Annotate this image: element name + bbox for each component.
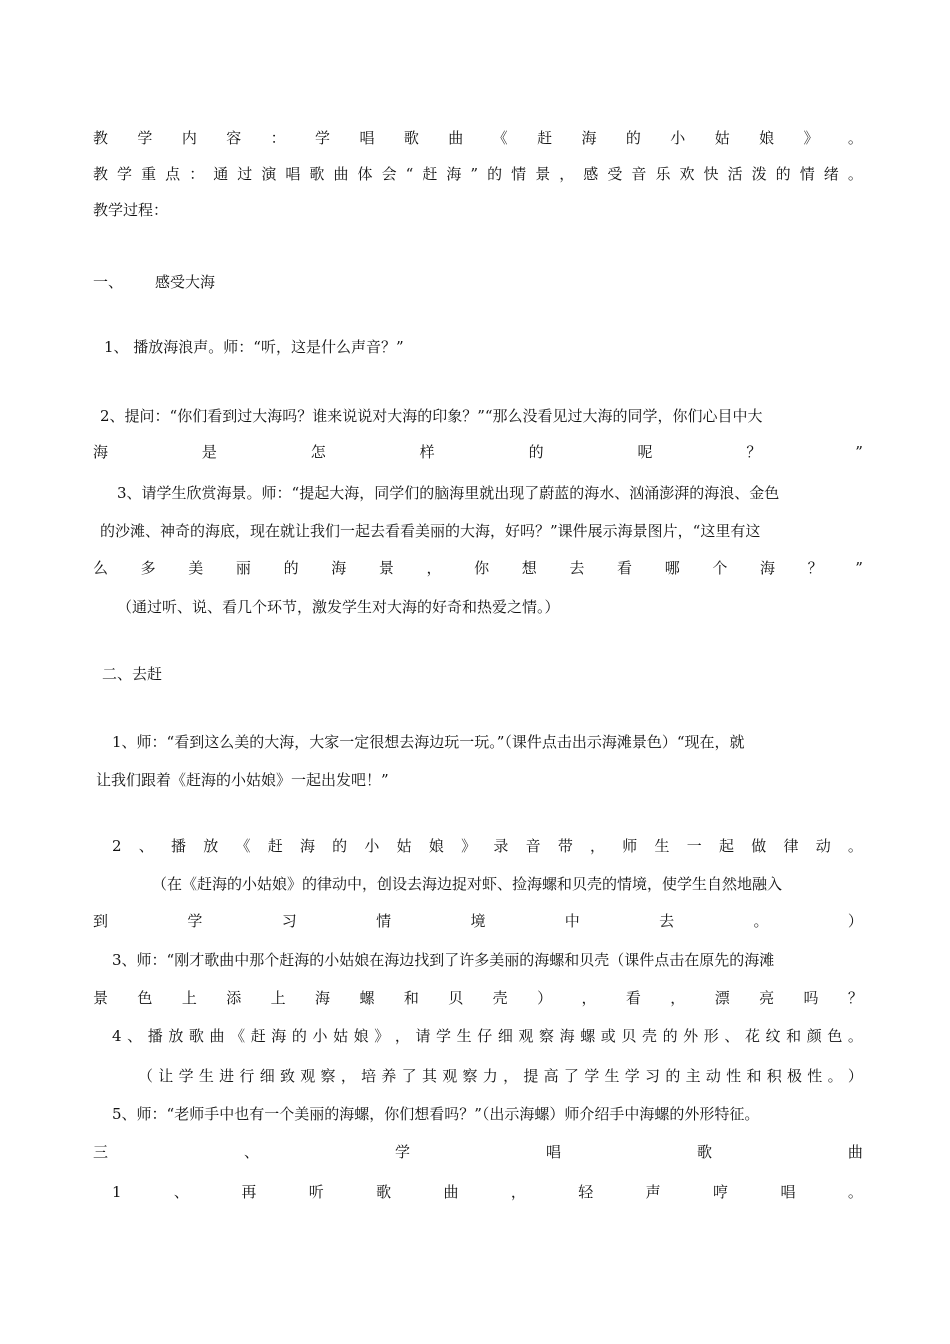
text-char: 娘 — [353, 1027, 369, 1045]
text-char: 去 — [569, 559, 585, 577]
text-char: 海 — [299, 837, 315, 855]
section2-title: 二、去赶 — [102, 665, 163, 683]
section2-item2-note1: （在《赶海的小姑娘》的律动中，创设去海边捉对虾、捡海螺和贝壳的情境，使学生自然地融入 — [152, 875, 783, 893]
text-char: 海 — [446, 165, 462, 183]
text-char: 赶 — [267, 837, 283, 855]
text-char: 《 — [230, 1027, 246, 1045]
text-char: 性 — [807, 1067, 823, 1085]
text-char: 生 — [456, 1027, 472, 1045]
text-char: 情 — [511, 165, 527, 183]
text-char: 海 — [271, 1027, 287, 1045]
text-char: 学 — [436, 1027, 452, 1045]
section2-item2-note2 — [93, 911, 863, 931]
text-char: 境 — [470, 912, 486, 930]
section1-item1: 1、 播放海浪声。师：“听，这是什么声音？” — [104, 338, 404, 356]
text-char: 娘 — [759, 129, 775, 147]
text-char: ： — [189, 165, 205, 183]
text-char: 生 — [198, 1067, 214, 1085]
text-char: 。 — [847, 1027, 863, 1045]
text-char: 动 — [705, 1067, 721, 1085]
text-char: 赶 — [537, 129, 553, 147]
text-char: 颜 — [806, 1027, 822, 1045]
text-char: 绪 — [823, 165, 839, 183]
text-char: 想 — [521, 559, 537, 577]
text-char: 唱 — [780, 1183, 796, 1201]
text-char: 色 — [137, 989, 153, 1007]
text-char: 受 — [607, 165, 623, 183]
text-char: 姑 — [714, 129, 730, 147]
text-char: 歌 — [188, 1027, 204, 1045]
text-char: 的 — [665, 1067, 681, 1085]
text-char: 唱 — [545, 1143, 561, 1161]
text-char: 歌 — [696, 1143, 712, 1161]
text-char: 的 — [662, 1027, 678, 1045]
text-char: 声 — [645, 1183, 661, 1201]
text-char: 唱 — [285, 165, 301, 183]
text-char: 主 — [685, 1067, 701, 1085]
text-char: 歌 — [376, 1183, 392, 1201]
section2-item1-line2: 让我们跟着《赶海的小姑娘》一起出发吧！” — [96, 771, 389, 789]
text-char: 或 — [600, 1027, 616, 1045]
text-char: 师 — [622, 837, 638, 855]
text-char: 海 — [331, 559, 347, 577]
text-char: 动 — [815, 837, 831, 855]
section1-title: 感受大海 — [155, 273, 216, 291]
text-char: 让 — [158, 1067, 174, 1085]
text-char: 乐 — [655, 165, 671, 183]
text-char: 行 — [239, 1067, 255, 1085]
text-char: ， — [590, 837, 606, 855]
text-char: 曲 — [847, 1143, 863, 1161]
text-char: 小 — [364, 837, 380, 855]
text-char: 学 — [584, 1067, 600, 1085]
section2-item5: 5、师：“老师手中也有一个美丽的海螺，你们想看吗？”（出示海螺）师介绍手中海螺的外形特征。 — [112, 1105, 760, 1123]
text-char: 是 — [201, 443, 217, 461]
text-char: 壳 — [492, 989, 508, 1007]
text-char: “ — [405, 165, 414, 183]
text-char: 力 — [482, 1067, 498, 1085]
text-char: 歌 — [309, 165, 325, 183]
text-char: 吗 — [803, 989, 819, 1007]
text-char: 曲 — [443, 1183, 459, 1201]
text-char: 娘 — [428, 837, 444, 855]
text-char: 纹 — [765, 1027, 781, 1045]
text-char: ， — [510, 1183, 526, 1201]
text-char: 生 — [604, 1067, 620, 1085]
text-char: 察 — [539, 1027, 555, 1045]
text-char: 中 — [564, 912, 580, 930]
text-char: 。 — [847, 837, 863, 855]
text-char: 极 — [787, 1067, 803, 1085]
text-char: ， — [426, 559, 442, 577]
text-char: 》 — [374, 1027, 390, 1045]
text-char: 会 — [381, 165, 397, 183]
lesson-focus-line — [93, 164, 863, 184]
text-char: 赶 — [250, 1027, 266, 1045]
text-char: 景 — [93, 989, 109, 1007]
text-char: 你 — [474, 559, 490, 577]
text-char: 的 — [775, 165, 791, 183]
text-char: 学 — [117, 165, 133, 183]
text-char: 观 — [518, 1027, 534, 1045]
text-char: 看 — [617, 559, 633, 577]
text-char: 样 — [419, 443, 435, 461]
text-char: ， — [670, 989, 686, 1007]
text-char: 带 — [557, 837, 573, 855]
text-char: 海 — [581, 129, 597, 147]
text-char: ” — [470, 165, 479, 183]
text-char: 外 — [683, 1027, 699, 1045]
text-char: 色 — [827, 1027, 843, 1045]
text-char: 海 — [315, 989, 331, 1007]
text-char: ， — [340, 1067, 356, 1085]
text-char: 、 — [173, 1183, 189, 1201]
text-char: 曲 — [333, 165, 349, 183]
text-char: 学 — [137, 129, 153, 147]
text-char: 情 — [799, 165, 815, 183]
text-char: 学 — [624, 1067, 640, 1085]
text-char: 习 — [645, 1067, 661, 1085]
text-char: 壳 — [641, 1027, 657, 1045]
text-char: 演 — [261, 165, 277, 183]
section3-item1-line — [112, 1182, 863, 1202]
text-char: 轻 — [578, 1183, 594, 1201]
section1-item3-line2: 的沙滩、神奇的海底，现在就让我们一起去看看美丽的大海，好吗？”课件展示海景图片，“这里有这 — [100, 522, 761, 540]
text-char: 积 — [766, 1067, 782, 1085]
text-char: 细 — [259, 1067, 275, 1085]
text-char: 容 — [226, 129, 242, 147]
text-char: 《 — [235, 837, 251, 855]
text-char: 体 — [357, 165, 373, 183]
text-char: 教 — [93, 165, 109, 183]
text-char: 点 — [165, 165, 181, 183]
section2-item3-line2 — [93, 988, 863, 1008]
text-char: 唱 — [359, 129, 375, 147]
text-char: 培 — [361, 1067, 377, 1085]
text-char: 海 — [93, 443, 109, 461]
section2-item1-line1: 1、师：“看到这么美的大海，大家一定很想去海边玩一玩。”（课件点击出示海滩景色）“现在，就 — [112, 733, 745, 751]
text-char: 再 — [241, 1183, 257, 1201]
text-char: 学 — [178, 1067, 194, 1085]
text-char: 放 — [168, 1027, 184, 1045]
text-char: 通 — [213, 165, 229, 183]
text-char: 一 — [686, 837, 702, 855]
text-char: 学 — [187, 912, 203, 930]
text-char: 细 — [497, 1027, 513, 1045]
text-char: 、 — [243, 1143, 259, 1161]
text-char: ？ — [746, 443, 762, 461]
text-char: 仔 — [477, 1027, 493, 1045]
text-char: ？ — [847, 989, 863, 1007]
text-char: 养 — [381, 1067, 397, 1085]
text-char: 、 — [724, 1027, 740, 1045]
text-char: 高 — [543, 1067, 559, 1085]
text-char: 丽 — [235, 559, 251, 577]
text-char: 》 — [803, 129, 819, 147]
text-char: 录 — [493, 837, 509, 855]
text-char: 。 — [847, 129, 863, 147]
text-char: 么 — [93, 559, 109, 577]
text-char: 重 — [141, 165, 157, 183]
text-char: 添 — [226, 989, 242, 1007]
text-char: 上 — [270, 989, 286, 1007]
text-char: 放 — [203, 837, 219, 855]
text-char: 和 — [403, 989, 419, 1007]
text-char: 亮 — [759, 989, 775, 1007]
text-char: 。 — [847, 1183, 863, 1201]
text-char: 三 — [93, 1143, 109, 1161]
text-char: 、 — [127, 1027, 143, 1045]
text-char: ） — [847, 1067, 863, 1085]
text-char: ， — [503, 1067, 519, 1085]
text-char: 4 — [112, 1027, 122, 1045]
text-char: 漂 — [714, 989, 730, 1007]
text-char: ？ — [807, 559, 823, 577]
text-char: 播 — [147, 1027, 163, 1045]
text-char: 教 — [93, 129, 109, 147]
text-char: 螺 — [580, 1027, 596, 1045]
text-char: （ — [138, 1067, 154, 1085]
text-char: ” — [855, 559, 863, 577]
text-char: ” — [855, 443, 863, 461]
text-char: 曲 — [209, 1027, 225, 1045]
text-char: 、 — [138, 837, 154, 855]
text-char: ） — [847, 912, 863, 930]
text-char: 赶 — [422, 165, 438, 183]
text-char: 。 — [847, 165, 863, 183]
text-char: 性 — [726, 1067, 742, 1085]
section1-item2-line1: 2、提问：“你们看到过大海吗？谁来说说对大海的印象？”“那么没看见过大海的同学，你们心目中大 — [100, 407, 763, 425]
text-char: ， — [559, 165, 575, 183]
text-char: 情 — [376, 912, 392, 930]
text-char: 起 — [718, 837, 734, 855]
section3-title-line — [93, 1142, 863, 1162]
section1-number: 一、 — [93, 273, 124, 291]
text-char: 致 — [279, 1067, 295, 1085]
text-char: 美 — [188, 559, 204, 577]
text-char: 小 — [312, 1027, 328, 1045]
text-char: 上 — [181, 989, 197, 1007]
text-char: 了 — [563, 1067, 579, 1085]
text-char: 到 — [93, 912, 109, 930]
text-char: 了 — [401, 1067, 417, 1085]
process-label: 教学过程： — [93, 201, 169, 219]
text-char: 的 — [283, 559, 299, 577]
text-char: 》 — [461, 837, 477, 855]
text-char: 贝 — [621, 1027, 637, 1045]
text-char: 曲 — [448, 129, 464, 147]
text-char: 和 — [746, 1067, 762, 1085]
text-char: 提 — [523, 1067, 539, 1085]
text-char: 去 — [659, 912, 675, 930]
text-char: 呢 — [637, 443, 653, 461]
text-char: 律 — [783, 837, 799, 855]
text-char: 学 — [315, 129, 331, 147]
text-char: 《 — [492, 129, 508, 147]
text-char: 做 — [751, 837, 767, 855]
text-char: 多 — [140, 559, 156, 577]
text-char: 过 — [237, 165, 253, 183]
text-char: 2 — [112, 837, 122, 855]
text-char: 花 — [744, 1027, 760, 1045]
text-char: 的 — [625, 129, 641, 147]
text-char: 歌 — [403, 129, 419, 147]
text-char: 景 — [378, 559, 394, 577]
text-char: 察 — [320, 1067, 336, 1085]
text-char: ， — [394, 1027, 410, 1045]
text-char: 察 — [462, 1067, 478, 1085]
text-char: 。 — [827, 1067, 843, 1085]
text-char: 哼 — [713, 1183, 729, 1201]
text-char: 请 — [415, 1027, 431, 1045]
text-char: ， — [581, 989, 597, 1007]
text-char: 快 — [703, 165, 719, 183]
text-char: 哪 — [664, 559, 680, 577]
text-char: 观 — [442, 1067, 458, 1085]
section2-item3-line1: 3、师：“刚才歌曲中那个赶海的小姑娘在海边找到了许多美丽的海螺和贝壳（课件点击在原先的海滩 — [112, 951, 775, 969]
section1-note: （通过听、说、看几个环节，激发学生对大海的好奇和热爱之情。） — [117, 598, 560, 616]
text-char: 姑 — [396, 837, 412, 855]
section1-item3-line1: 3、请学生欣赏海景。师：“提起大海，同学们的脑海里就出现了蔚蓝的海水、汹涌澎湃的海浪、金色 — [117, 484, 780, 502]
text-char: ） — [537, 989, 553, 1007]
text-char: 听 — [308, 1183, 324, 1201]
section1-item2-line2 — [93, 442, 863, 462]
text-char: 1 — [112, 1183, 122, 1201]
text-char: 看 — [625, 989, 641, 1007]
lesson-content-line — [93, 128, 863, 148]
text-char: 生 — [654, 837, 670, 855]
section2-item2-line1 — [112, 836, 863, 856]
text-char: 欢 — [679, 165, 695, 183]
text-char: 海 — [559, 1027, 575, 1045]
text-char: 活 — [727, 165, 743, 183]
text-char: 其 — [421, 1067, 437, 1085]
text-char: 观 — [300, 1067, 316, 1085]
text-char: 景 — [535, 165, 551, 183]
section1-item3-line3 — [93, 558, 863, 578]
text-char: 音 — [525, 837, 541, 855]
text-char: 泼 — [751, 165, 767, 183]
text-char: 内 — [181, 129, 197, 147]
text-char: 小 — [670, 129, 686, 147]
text-char: 和 — [786, 1027, 802, 1045]
text-char: ： — [270, 129, 286, 147]
text-char: 螺 — [359, 989, 375, 1007]
text-char: 感 — [583, 165, 599, 183]
text-char: 播 — [171, 837, 187, 855]
text-char: 怎 — [310, 443, 326, 461]
section2-item4-line1 — [112, 1026, 863, 1046]
text-char: 习 — [281, 912, 297, 930]
text-char: 姑 — [333, 1027, 349, 1045]
section2-item4-note — [138, 1066, 863, 1086]
text-char: 贝 — [448, 989, 464, 1007]
text-char: 音 — [631, 165, 647, 183]
text-char: 。 — [753, 912, 769, 930]
text-char: 的 — [528, 443, 544, 461]
text-char: 的 — [487, 165, 503, 183]
text-char: 个 — [712, 559, 728, 577]
text-char: 海 — [759, 559, 775, 577]
text-char: 进 — [219, 1067, 235, 1085]
text-char: 的 — [332, 837, 348, 855]
text-char: 学 — [394, 1143, 410, 1161]
text-char: 的 — [291, 1027, 307, 1045]
text-char: 形 — [703, 1027, 719, 1045]
